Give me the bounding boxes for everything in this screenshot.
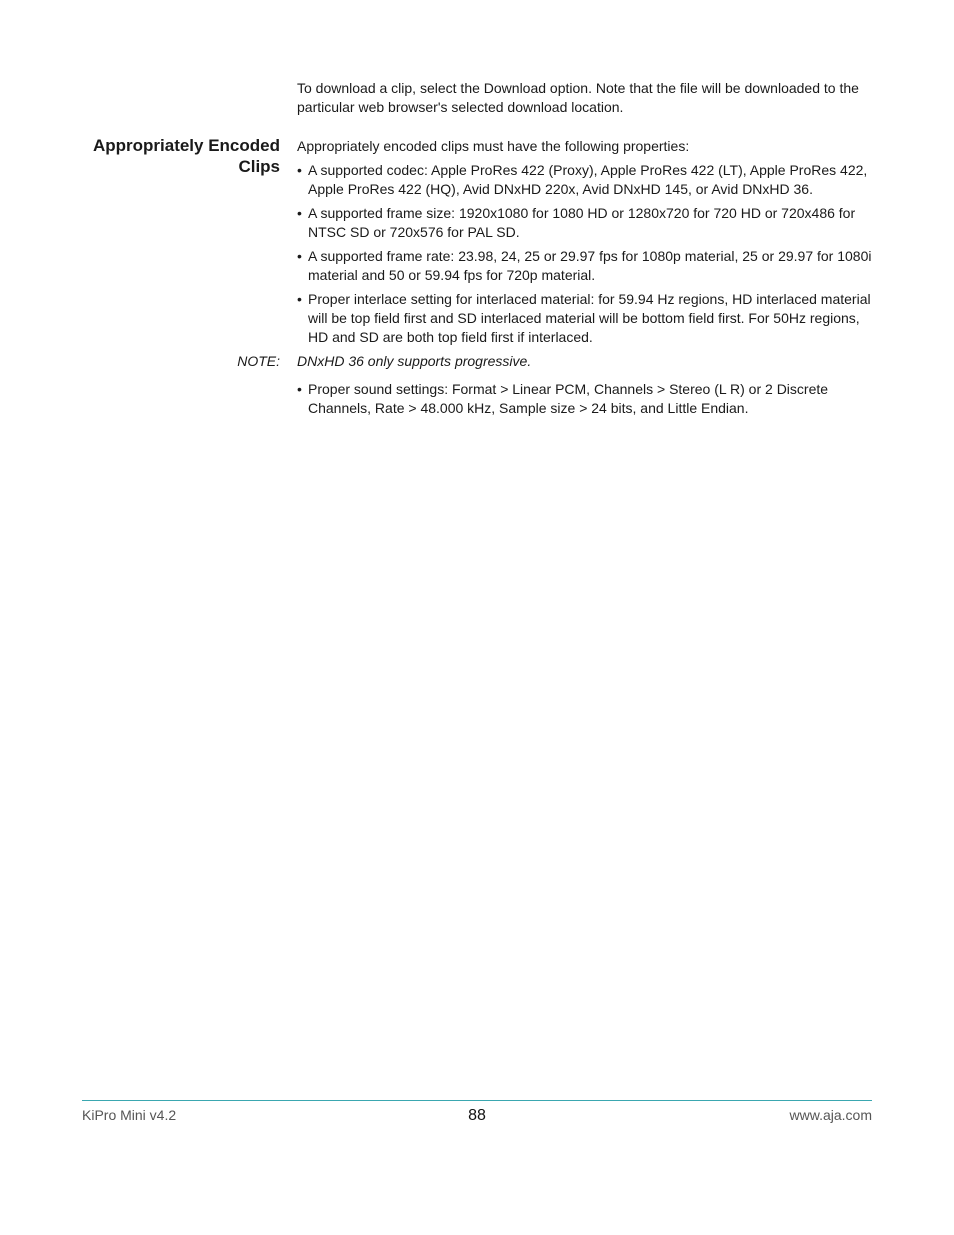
section-heading: Appropriately Encoded Clips [92, 136, 280, 176]
list-item: • A supported codec: Apple ProRes 422 (Proxy), Apple ProRes 422 (LT), Apple ProRes 422, Apple ProRes 422 (HQ), Avid DNxHD 220x, Avid DNxHD 145, or Avid DNxHD 36. [297, 162, 868, 197]
bullet-icon: • [297, 205, 302, 221]
footer-rule [82, 1100, 872, 1101]
section-lead: Appropriately encoded clips must have the following properties: [297, 138, 690, 154]
bullet-icon: • [297, 162, 302, 178]
bullet-icon: • [297, 291, 302, 307]
bullet-icon: • [297, 248, 302, 264]
intro-paragraph: To download a clip, select the Download option. Note that the file will be downloaded to the particular web browser's selected download location. [297, 80, 859, 115]
note-text: DNxHD 36 only supports progressive. [297, 353, 532, 369]
list-item: • A supported frame size: 1920x1080 for 1080 HD or 1280x720 for 720 HD or 720x486 for NTSC SD or 720x576 for PAL SD. [297, 205, 856, 240]
footer-product-version: KiPro Mini v4.2 [82, 1107, 177, 1123]
list-item: • A supported frame rate: 23.98, 24, 25 or 29.97 fps for 1080p material, 25 or 29.97 for 1080i material and 50 or 59.94 fps for 720p material. [297, 248, 872, 283]
list-item: • Proper interlace setting for interlaced material: for 59.94 Hz regions, HD interlaced material will be top field first and SD interlaced material will be bottom field first. For 50Hz regions, HD and SD are both top field first if interlaced. [297, 291, 871, 345]
note-label: NOTE: [237, 353, 280, 369]
page-number: 88 [468, 1107, 486, 1124]
footer-website: www.aja.com [789, 1107, 872, 1123]
list-item: • Proper sound settings: Format > Linear PCM, Channels > Stereo (L R) or 2 Discrete Channels, Rate > 48.000 kHz, Sample size > 24 bits, and Little Endian. [297, 381, 829, 416]
sound-settings-list [297, 380, 872, 423]
properties-list [297, 161, 872, 352]
bullet-icon: • [297, 381, 302, 397]
